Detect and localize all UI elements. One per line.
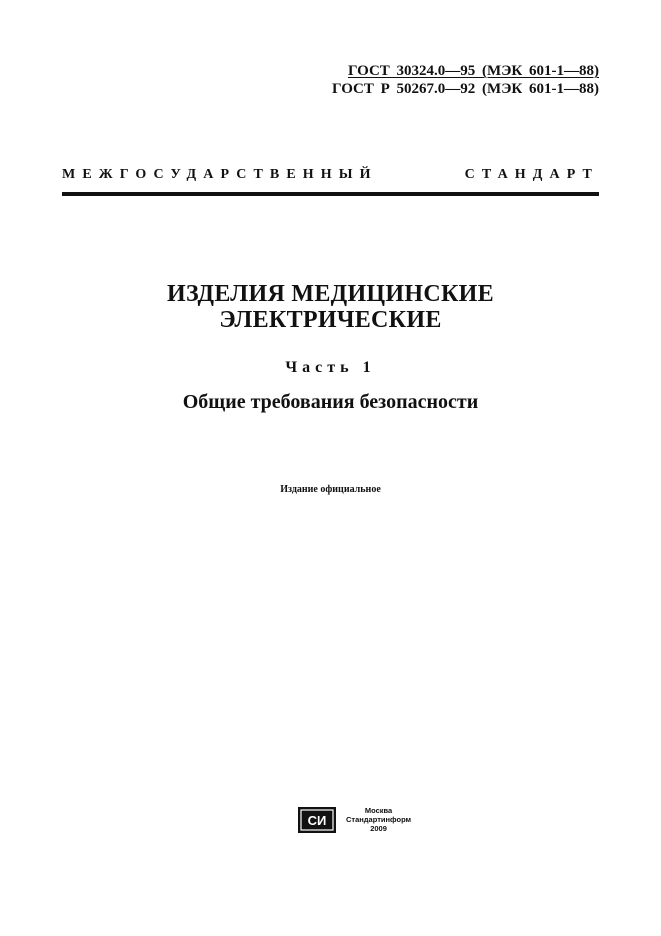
header-rule — [62, 192, 599, 196]
logo-text: СИ — [307, 812, 327, 828]
edition-note: Издание официальное — [280, 484, 381, 495]
title-line-1: ИЗДЕЛИЯ МЕДИЦИНСКИЕ — [167, 281, 494, 307]
gost-line-2: ГОСТ Р 50267.0—92 (МЭК 601-1—88) — [332, 81, 599, 97]
part-number: Часть 1 — [285, 359, 376, 376]
gost-designation — [332, 62, 599, 98]
publisher-text — [346, 806, 411, 833]
publisher-year: 2009 — [370, 824, 387, 833]
standard-label-word-2: СТАНДАРТ — [464, 167, 599, 182]
standartinform-logo-icon — [298, 807, 336, 833]
publisher-city: Москва — [364, 806, 393, 815]
standard-label — [62, 167, 599, 183]
gost-line-1: ГОСТ 30324.0—95 (МЭК 601-1—88) — [347, 63, 599, 79]
title-line-2: ЭЛЕКТРИЧЕСКИЕ — [219, 307, 442, 333]
publisher-name: Стандартинформ — [346, 815, 412, 824]
standard-label-word-1: МЕЖГОСУДАРСТВЕННЫЙ — [62, 167, 378, 182]
publisher-block — [298, 806, 411, 833]
document-subtitle: Общие требования безопасности — [182, 391, 479, 413]
document-title — [0, 281, 661, 333]
